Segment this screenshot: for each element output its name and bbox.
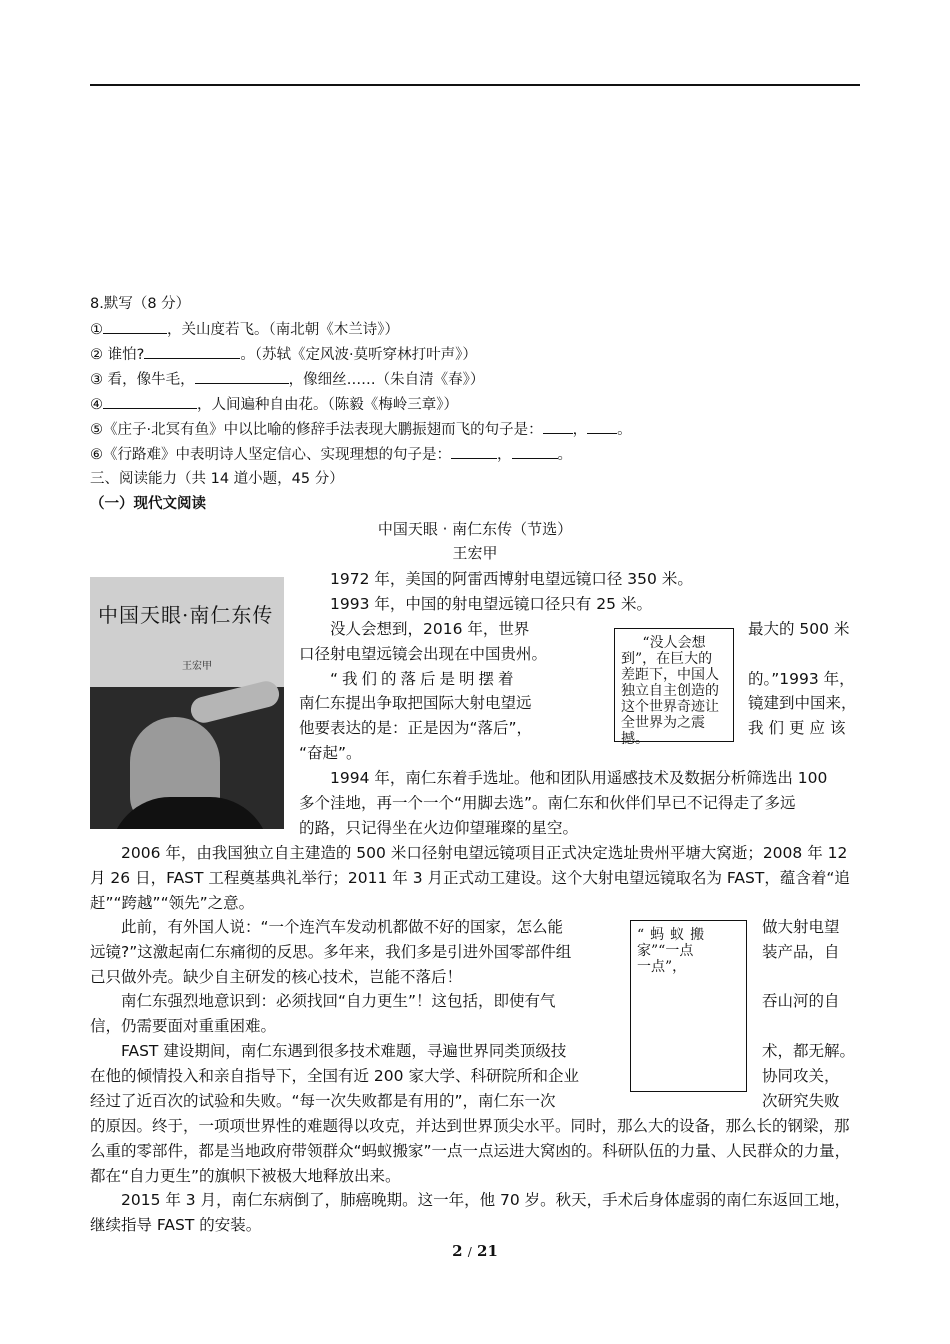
- section3-subheading: （一）现代文阅读: [90, 496, 206, 512]
- answer-blank-3[interactable]: [195, 369, 289, 384]
- article-mid-left: 此前，有外国人说：“一个连汽车发动机都做不好的国家，怎么能 远镜?”这激起南仁东痛彻的反思。多年来，我们多是引进外国零部件组 己只做外壳。缺少自主研发的核心技术，岂能不落后！ 南仁东强烈地意识到：必须找回“自力更生”！这包括，即使有气 信，仍需要面对重重困难。 FAST 建设期间，南仁东遇到很多技术难题，寻遍世界同类顶级技 在他的倾情投入和亲自指导下，全国有近 200 家大学、科研院所和企业 经过了近百次的试验和失败。“每一次失败都是有用的”，南仁东一次: [90, 918, 579, 1110]
- article-mid-right: 做大射电望 装产品，自 吞山河的自 术，都无解。 协同攻关， 次研究失败: [762, 918, 856, 1110]
- section8-heading: 8.默写（8 分）: [90, 296, 191, 312]
- paragraph-9-end: 的原因。终于，一项项世界性的难题得以攻克，并达到世界顶尖水平。同时，那么大的设备，那么长的钢梁，那么重的零部件，都是当地政府带领群众“蚂蚁搬家”一点一点运进大窝凼的。科研队伍的力量、人民群众的力量，都在“自力更生”的旗帜下被极大地释放出来。: [90, 1117, 851, 1185]
- question-1: ① ，关山度若飞。（南北朝《木兰诗》）: [90, 319, 399, 340]
- article-title: 中国天眼 · 南仁东传（节选）: [377, 520, 573, 538]
- question-2: ② 谁怕? 。（苏轼《定风波·莫听穿林打叶声》）: [90, 344, 477, 365]
- paragraph-10: 2015 年 3 月，南仁东病倒了，肺癌晚期。这一年，他 70 岁。秋天，手术后身体虚弱的南仁东返回工地，继续指导 FAST 的安装。: [90, 1191, 851, 1234]
- paragraph-5: 1994 年，南仁东着手选址。他和团队用遥感技术及数据分析筛选出 100 多个洼地，再一个一个“用脚去选”。南仁东和伙伴们早已不记得走了多远 的路，只记得坐在火边仰望璀璨的星空。: [299, 769, 828, 837]
- question-3: ③ 看，像牛毛， ，像细丝……（朱自清《春》）: [90, 369, 484, 390]
- answer-blank-6b[interactable]: [512, 444, 558, 459]
- page-number: 2 / 21: [452, 1242, 498, 1260]
- article-top-block: [299, 567, 861, 617]
- question-6: ⑥《行路难》中表明诗人坚定信心、实现理想的句子是： ， 。: [90, 444, 572, 465]
- paragraph-6: 2006 年，由我国独立自主建造的 500 米口径射电望远镜项目正式决定选址贵州平塘大窝逝；2008 年 12 月 26 日，FAST 工程奠基典礼举行；2011 年 3 月正式动工建设。这个大射电望远镜取名为 FAST，蕴含着“追赶”“跨越”“领先”之意。: [90, 844, 850, 912]
- answer-blank-1[interactable]: [103, 319, 167, 334]
- answer-blank-4[interactable]: [103, 394, 197, 409]
- answer-blank-2[interactable]: [144, 344, 240, 359]
- book-cover-photo: [90, 577, 284, 829]
- sidebar-note-2: “蚂蚁搬 家”“一点 一点”，: [630, 920, 747, 1092]
- paragraph-1: 1972 年，美国的阿雷西博射电望远镜口径 350 米。: [330, 570, 693, 588]
- article-right-column: 最大的 500 米 的。”1993 年， 镜建到中国来， 我们更应该: [748, 620, 857, 738]
- answer-blank-5a[interactable]: [543, 419, 573, 434]
- header-rule: [90, 84, 860, 86]
- question-4: ④ ，人间遍种自由花。（陈毅《梅岭三章》）: [90, 394, 458, 415]
- article-author: 王宏甲: [452, 544, 498, 562]
- sidebar-note-1: “没人会想 到”，在巨大的 差距下，中国人 独立自主创造的 这个世界奇迹让 全世界为之震撼。: [614, 628, 734, 742]
- photo-caption: 中国天眼·南仁东传: [98, 603, 274, 627]
- answer-blank-6a[interactable]: [451, 444, 497, 459]
- article-left-column: 没人会想到，2016 年，世界 口径射电望远镜会出现在中国贵州。 “我们的落后是明摆着 南仁东提出争取把国际大射电望远 他要表达的是：正是因为“落后”， “奋起”。: [299, 620, 548, 762]
- answer-blank-5b[interactable]: [587, 419, 617, 434]
- question-5: ⑤《庄子·北冥有鱼》中以比喻的修辞手法表现大鹏振翅而飞的句子是： ， 。: [90, 419, 632, 440]
- section3-heading: 三、阅读能力（共 14 道小题，45 分）: [90, 471, 344, 487]
- paragraph-2: 1993 年，中国的射电望远镜口径只有 25 米。: [330, 594, 652, 613]
- photo-author: 王宏甲: [182, 661, 212, 672]
